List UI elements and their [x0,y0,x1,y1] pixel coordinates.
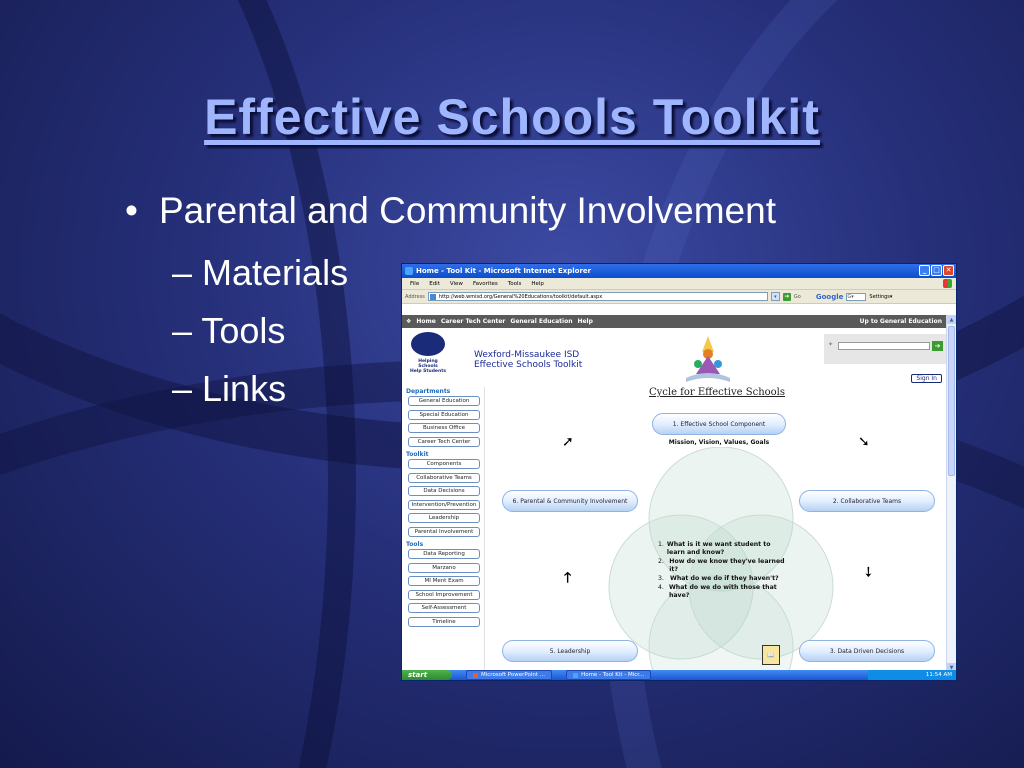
google-search-input[interactable]: G▾ [846,293,866,301]
site-search-input[interactable] [838,342,930,350]
site-search [824,334,948,364]
window-controls [919,265,954,276]
address-label: Address [405,293,425,300]
maximize-icon[interactable]: □ [931,265,942,276]
clock: 11:54 AM [925,672,952,678]
site-name-line2: Effective Schools Toolkit [474,360,583,370]
logo-tagline: Helping Schools Help Students [409,359,447,374]
page-icon [430,294,436,300]
web-page [402,315,948,672]
cycle-title: Cycle for Effective Schools [648,387,786,398]
component-5-button[interactable]: 5. Leadership [502,640,638,662]
sidebar-item-self-assessment[interactable]: Self-Assessment [408,603,480,613]
main-bullet-text: Parental and Community Involvement [159,190,776,231]
slide-title: Effective Schools Toolkit [204,89,820,145]
menu-bar [402,278,956,290]
start-button[interactable]: start [402,670,452,680]
windows-taskbar [402,670,957,680]
browser-titlebar [402,264,956,278]
sidebar-item-timeline[interactable]: Timeline [408,617,480,627]
sign-in-button[interactable]: Sign In [911,374,942,383]
list-item: 2. How do we know they've learned it? [658,558,785,573]
cycle-diagram [486,387,948,672]
logo-emblem [411,332,445,356]
menu-tools[interactable]: Tools [507,280,522,287]
site-header [402,328,948,386]
taskbar-item-powerpoint[interactable]: Microsoft PowerPoint ... [466,670,552,680]
close-icon[interactable]: ✕ [943,265,954,276]
chevron-down-icon[interactable]: ▾ [771,292,780,301]
children-figure-graphic [684,334,732,384]
site-logo [408,332,448,382]
arrow-down-icon: ➙ [859,566,876,578]
component-2-button[interactable]: 2. Collaborative Teams [799,490,935,512]
sidebar-item-intervention[interactable]: Intervention/Prevention [408,500,480,510]
powerpoint-icon [473,673,478,678]
nav-home[interactable]: Home [416,318,436,325]
sidebar-item-components[interactable]: Components [408,459,480,469]
sidebar-item-special-education[interactable]: Special Education [408,410,480,420]
vertical-scrollbar[interactable] [946,315,956,672]
site-sidebar [402,387,484,672]
nav-help[interactable]: Help [577,318,593,325]
windows-logo-icon [943,279,952,288]
sidebar-item-business-office[interactable]: Business Office [408,423,480,433]
ie-icon [405,267,413,275]
arrow-down-right-icon: ➘ [858,434,870,450]
google-toolbar-logo: Google [815,292,844,301]
menu-file[interactable]: File [410,280,420,287]
home-icon: ❖ [406,318,412,325]
browser-title: Home - Tool Kit - Microsoft Internet Explorer [416,267,592,275]
address-url: http://web.wmisd.org/General%20Educations/toolkit/default.aspx [438,293,603,300]
main-bullet [125,190,776,232]
sidebar-item-data-reporting[interactable]: Data Reporting [408,549,480,559]
nav-general-education[interactable]: General Education [510,318,573,325]
book-icon[interactable]: 📖 [762,645,780,665]
menu-help[interactable]: Help [531,280,544,287]
departments-heading: Departments [406,388,451,395]
tools-heading: Tools [406,541,424,548]
list-item: 1. What is it we want student to learn and know? [658,541,771,556]
sidebar-item-leadership[interactable]: Leadership [408,513,480,523]
toolkit-heading: Toolkit [406,451,429,458]
arrow-up-icon: 🡑 [564,570,572,586]
sidebar-item-collaborative-teams[interactable]: Collaborative Teams [408,473,480,483]
settings-menu[interactable]: Settings▾ [869,293,893,300]
question-list [658,541,788,601]
list-item: 4. What do we do with those that have? [658,584,777,599]
address-input[interactable] [428,292,768,301]
component-1-button[interactable]: 1. Effective School Component [652,413,786,435]
scroll-down-icon[interactable]: ▼ [947,663,956,672]
search-go-button[interactable]: ➔ [932,341,943,351]
site-name [474,350,582,370]
sub-bullet-links: – Links [172,368,287,409]
sidebar-item-marzano[interactable]: Marzano [408,563,480,573]
sub-bullet-tools: – Tools [172,310,286,351]
site-name-line1: Wexford-Missaukee ISD [474,350,580,360]
component-3-button[interactable]: 3. Data Driven Decisions [799,640,935,662]
scroll-thumb[interactable] [948,326,955,476]
sidebar-item-mi-ment-exam[interactable]: MI Ment Exam [408,576,480,586]
scroll-up-icon[interactable]: ▲ [947,315,956,324]
list-item: 3. What do we do if they haven't? [658,575,779,582]
browser-window [401,263,957,681]
sidebar-item-general-education[interactable]: General Education [408,396,480,406]
minimize-icon[interactable]: _ [919,265,930,276]
sidebar-item-school-improvement[interactable]: School Improvement [408,590,480,600]
menu-favorites[interactable]: Favorites [472,280,498,287]
go-arrow-icon[interactable]: ➔ [784,293,790,300]
bullet-dot: • [125,190,138,231]
component-6-button[interactable]: 6. Parental & Community Involvement [502,490,638,512]
sub-bullet-materials: – Materials [172,252,349,293]
sparkle-icon: ✦ [828,341,834,348]
sidebar-item-data-decisions[interactable]: Data Decisions [408,486,480,496]
component-1-subcaption: Mission, Vision, Values, Goals [668,439,770,446]
go-label[interactable]: Go [793,293,801,300]
sidebar-item-parental-involvement[interactable]: Parental Involvement [408,527,480,537]
address-bar [402,290,956,304]
nav-up-link[interactable]: Up to General Education [859,318,942,325]
arrow-up-right-icon: ➚ [562,434,574,450]
taskbar-item-ie[interactable]: Home - Tool Kit - Micr... [566,670,651,680]
ie-icon [573,673,578,678]
nav-career-tech[interactable]: Career Tech Center [440,318,506,325]
menu-edit[interactable]: Edit [429,280,440,287]
site-nav [402,315,948,328]
sidebar-item-career-tech[interactable]: Career Tech Center [408,437,480,447]
sidebar-divider [484,387,485,672]
system-tray [868,670,957,680]
menu-view[interactable]: View [449,280,463,287]
